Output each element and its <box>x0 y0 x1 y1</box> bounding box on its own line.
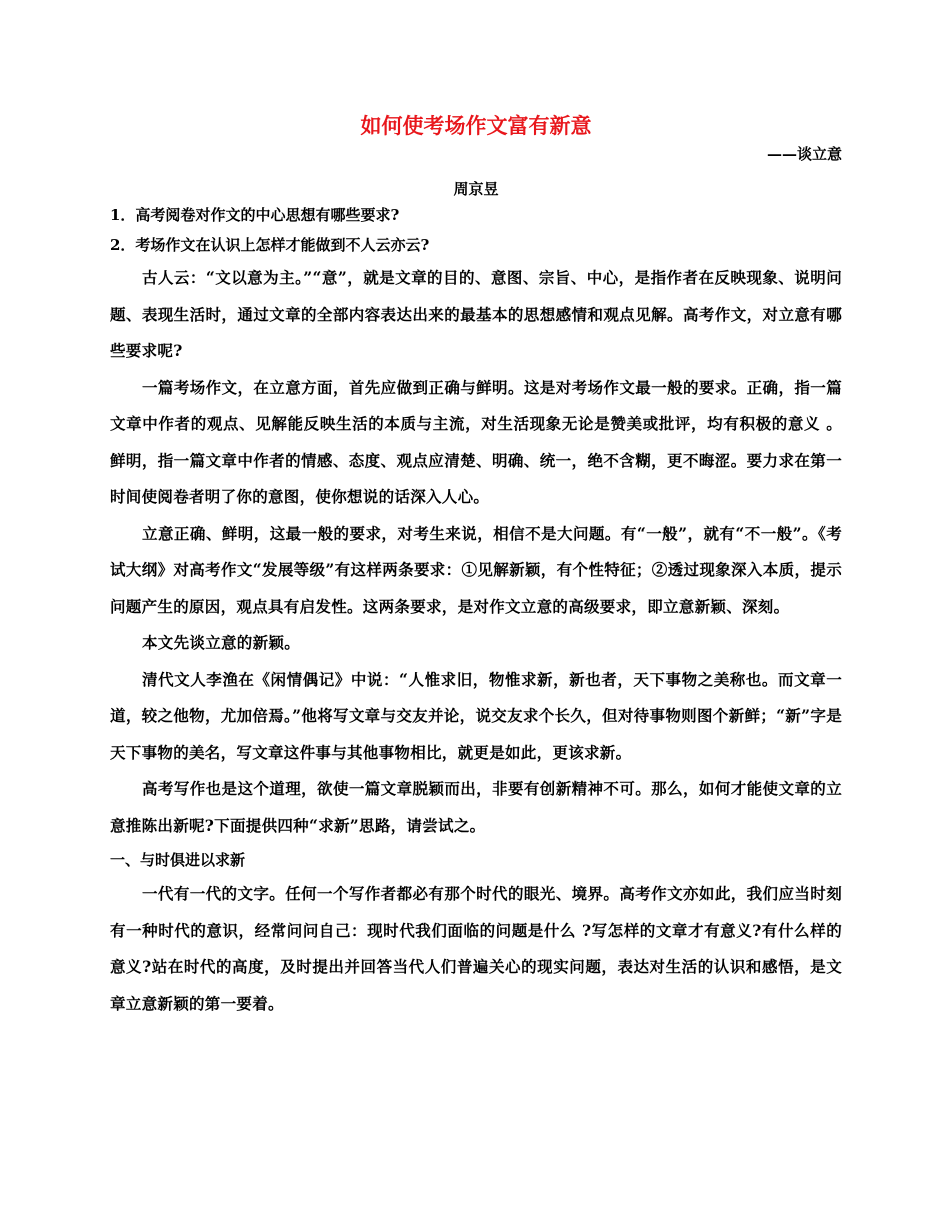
question-2: 2．考场作文在认识上怎样才能做到不人云亦云? <box>110 236 430 254</box>
section-heading: 一、与时俱进以求新 <box>110 851 246 869</box>
document-page <box>110 112 842 1022</box>
body-paragraph: 立意正确、鲜明，这最一般的要求，对考生来说，相信不是大问题。有“一般”，就有“不一般”。《考试大纲》对高考作文“发展等级”有这样两条要求：①见解新颖，有个性特征；②透过现象深入本质，提示问题产生的原因，观点具有启发性。这两条要求，是对作文立意的高级要求，即立意新颖、深刻。 <box>110 523 842 616</box>
body-paragraph: 古人云：“文以意为主。”“意”，就是文章的目的、意图、宗旨、中心，是指作者在反映现象、说明问题、表现生活时，通过文章的全部内容表达出来的最基本的思想感情和观点见解。高考作文，对立意有哪些要求呢? <box>110 268 842 360</box>
author-name: 周京昱 <box>453 180 499 198</box>
document-title: 如何使考场作文富有新意 <box>360 113 592 138</box>
body-paragraph: 本文先谈立意的新颖。 <box>142 633 301 652</box>
section-paragraph: 一代有一代的文字。任何一个写作者都必有那个时代的眼光、境界。高考作文亦如此，我们应当时刻有一种时代的意识，经常问问自己：现时代我们面临的问题是什么 ?写怎样的文章才有意义?有什么样的意义?站在时代的高度，及时提出并回答当代人们普遍关心的现实问题，表达对生活的认识和感悟，是文章立意新颖的第一要着。 <box>110 884 842 1013</box>
document-subtitle: ——谈立意 <box>766 145 842 163</box>
body-paragraph: 一篇考场作文，在立意方面，首先应做到正确与鲜明。这是对考场作文最一般的要求。正确，指一篇文章中作者的观点、见解能反映生活的本质与主流，对生活现象无论是赞美或批评，均有积极的意义 。鲜明，指一篇文章中作者的情感、态度、观点应清楚、明确、统一，绝不含糊，更不晦涩。要力求在第一时间使阅卷者明了你的意图，使你想说的话深入人心。 <box>110 377 842 506</box>
question-1: 1．高考阅卷对作文的中心思想有哪些要求? <box>110 206 400 224</box>
body-paragraph: 清代文人李渔在《闲情偶记》中说：“人惟求旧，物惟求新，新也者，天下事物之美称也。而文章一道，较之他物，尤加倍焉。”他将写文章与交友并论，说交友求个长久，但对待事物则图个新鲜；“新”字是天下事物的美名，写文章这件事与其他事物相比，就更是如此，更该求新。 <box>110 669 842 762</box>
body-paragraph: 高考写作也是这个道理，欲使一篇文章脱颖而出，非要有创新精神不可。那么，如何才能使文章的立意推陈出新呢?下面提供四种“求新”思路，请尝试之。 <box>110 779 842 835</box>
